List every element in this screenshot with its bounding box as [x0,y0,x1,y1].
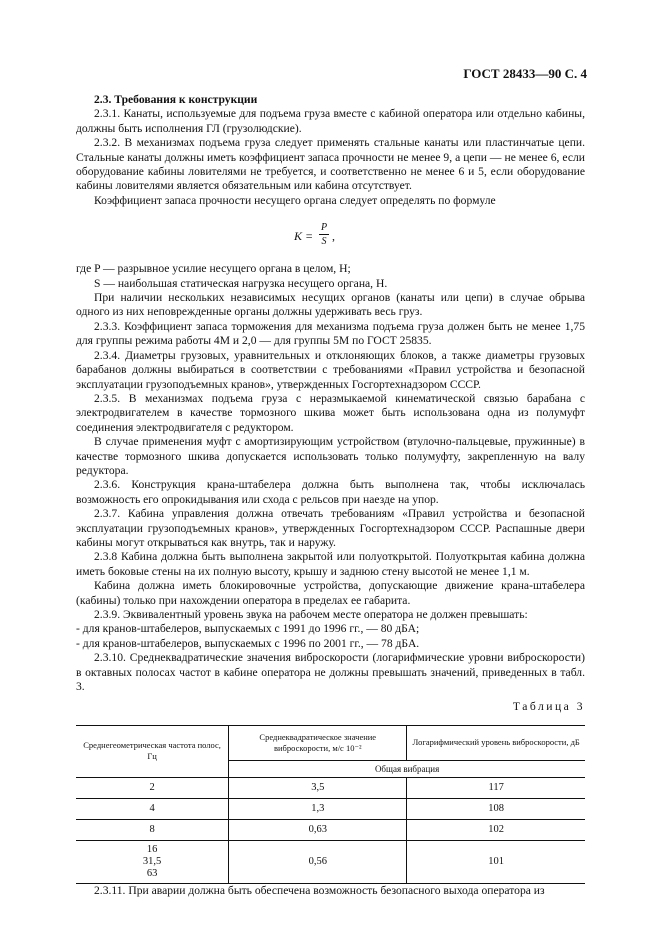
list-item: - для кранов-штабелеров, выпускаемых с 1991 до 1996 гг., — 80 дБА; [76,622,420,636]
paragraph: В случае применения муфт с амортизирующим устройством (втулочно-пальцевые, пружинные) в качестве тормозного шкива допускается использовать только полумуфту, закрепленную на валу редуктора. [76,435,585,477]
table-header-velocity: Среднеквадратическое значение виброскорости, м/с 10⁻² [229,725,407,760]
table-row [76,819,585,840]
table-cell: 2 [76,777,229,798]
formula [76,222,585,248]
paragraph: 2.3.4. Диаметры грузовых, уравнительных и отклоняющих блоков, а также диаметры грузовых барабанов должны выбираться в соответствии с требованиями «Правил устройства и безопасной эксплуатации грузоподъемных кранов», утвержденных Госгортехнадзором СССР. [76,348,585,391]
formula-fraction [319,222,329,247]
table-cell: 4 [76,798,229,819]
table-row [76,840,585,883]
formula-where: где P — разрывное усилие несущего органа в целом, Н; [76,262,351,276]
paragraph: 2.3.1. Канаты, используемые для подъема груза вместе с кабиной оператора или отдельно кабины, должны быть исполнения ГЛ (грузолюдские). [76,107,585,135]
paragraph: 2.3.10. Среднеквадратические значения виброскорости (логарифмические уровни виброскорости) в октавных полосах частот в кабине оператора не должны превышать значений, приведенных в табл. 3. [76,651,585,694]
table-caption: Таблица 3 [512,700,585,714]
document-body [76,93,585,898]
table-header-level: Логарифмический уровень виброскорости, дБ [407,725,585,760]
table-cell: 8 [76,819,229,840]
paragraph: 2.3.2. В механизмах подъема груза следует применять стальные канаты или пластинчатые цепи. Стальные канаты должны иметь коэффициент запаса прочности не менее 9, а цепи — не менее 6, если оборудование кабины ловителями не требуется, и соответственно не менее 6 и 5, если оборудование кабины ловителями является обязательным или кабина отсутствует. [76,136,585,193]
formula-tail: , [332,229,335,244]
paragraph: 2.3.8 Кабина должна быть выполнена закрытой или полуоткрытой. Полуоткрытая кабина должна иметь боковые стены на их полную высоту, крышу и заднюю стену высотой не менее 1,1 м. [76,550,585,578]
table-subheader: Общая вибрация [229,760,585,777]
formula-numerator: P [320,222,328,234]
section-title: 2.3. Требования к конструкции [94,93,258,106]
paragraph: Коэффициент запаса прочности несущего органа следует определять по формуле [94,193,496,207]
vibration-table [76,725,585,884]
table-cell: 101 [407,840,585,883]
formula-lhs: K = [294,229,314,244]
paragraph: При наличии нескольких независимых несущих органов (канаты или цепи) в случае обрыва одного из них неповрежденные органы должны удерживать весь груз. [76,291,585,319]
table-row [76,798,585,819]
paragraph: 2.3.5. В механизмах подъема груза с неразмыкаемой кинематической связью барабана с электродвигателем в качестве тормозного шкива может быть использована одна из полумуфт соединения электродвигателя с редуктором. [76,391,585,434]
paragraph: Кабина должна иметь блокировочные устройства, допускающие движение крана-штабелера (кабины) только при нахождении оператора в пределах ее габарита. [76,579,585,607]
paragraph: 2.3.11. При аварии должна быть обеспечена возможность безопасного выхода оператора из [94,883,545,897]
list-item: - для кранов-штабелеров, выпускаемых с 1996 по 2001 гг., — 78 дБА. [76,636,420,650]
table-cell: 102 [407,819,585,840]
paragraph: 2.3.7. Кабина управления должна отвечать требованиям «Правил устройства и безопасной эксплуатации грузоподъемных кранов», утвержденных Госгортехнадзором СССР. Распашные двери кабины могут открываться как внутрь, так и наружу. [76,507,585,549]
formula-denominator: S [321,236,327,248]
table-row [76,777,585,798]
table-cell: 108 [407,798,585,819]
table-cell: 117 [407,777,585,798]
formula-where: S — наибольшая статическая нагрузка несущего органа, Н. [94,276,388,290]
table-header-frequency: Среднегеометрическая частота полос, Гц [76,725,229,777]
page-header: ГОСТ 28433—90 С. 4 [463,66,587,81]
paragraph: 2.3.9. Эквивалентный уровень звука на рабочем месте оператора не должен превышать: [94,608,528,621]
table-cell: 3,5 [229,777,407,798]
paragraph: 2.3.3. Коэффициент запаса торможения для механизма подъема груза должен быть не менее 1,75 для группы режима работы 4М и 2,0 — для группы 5М по ГОСТ 25835. [76,319,585,348]
table-cell: 0,63 [229,819,407,840]
fraction-line [319,234,329,235]
table-cell: 16 31,5 63 [76,840,229,883]
table-cell: 0,56 [229,840,407,883]
paragraph: 2.3.6. Конструкция крана-штабелера должна быть выполнена так, чтобы исключалась возможность его опрокидывания или схода с рельсов при наезде на упор. [76,478,585,506]
table-cell: 1,3 [229,798,407,819]
